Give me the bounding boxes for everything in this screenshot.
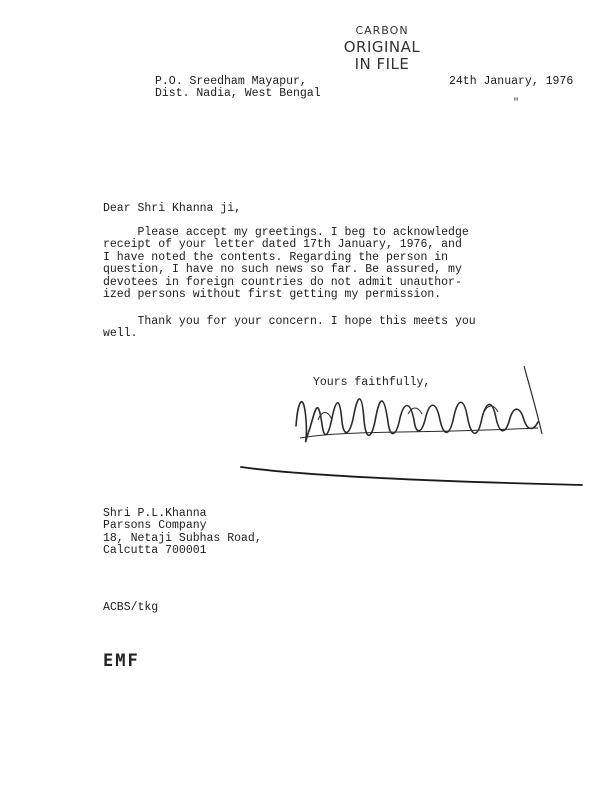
body-line: devotees in foreign countries do not admit unauthor- [103, 275, 462, 289]
document-code: EMF [103, 651, 140, 671]
body-line: well. [103, 327, 138, 341]
sender-address-line-2: Dist. Nadia, West Bengal [155, 87, 321, 101]
body-line: question, I have no such news so far. Be assured, my [103, 263, 462, 277]
body-line: ized persons without first getting my permission. [103, 288, 442, 302]
body-line: Thank you for your concern. I hope this meets you [103, 315, 476, 328]
letter-date: 24th January, 1976 [449, 75, 574, 88]
stamp-line-1: CARBON [355, 24, 409, 37]
sender-address-line-1: P.O. Sreedham Mayapur, [155, 75, 307, 88]
body-paragraph-1 [103, 227, 469, 301]
stamp-line-2: ORIGINAL [343, 38, 421, 56]
body-paragraph-2 [103, 316, 476, 341]
sender-address [155, 76, 321, 101]
salutation: Dear Shri Khanna ji, [103, 202, 242, 215]
stamp-line-3: IN FILE [354, 55, 410, 73]
closing: Yours faithfully, [313, 376, 431, 389]
recipient-line-2: Parsons Company [103, 519, 207, 533]
body-line: receipt of your letter dated 17th January, 1976, and [103, 238, 462, 252]
margin-mark: " [513, 98, 520, 109]
recipient-address [103, 508, 262, 558]
carbon-original-stamp [340, 22, 424, 73]
signature-rule [237, 461, 587, 491]
reference-initials: ACBS/tkg [103, 601, 159, 614]
body-line: Please accept my greetings. I beg to acknowledge [103, 226, 469, 239]
recipient-line-3: 18, Netaji Subhas Road, [103, 531, 262, 545]
recipient-line-4: Calcutta 700001 [103, 544, 207, 558]
handwritten-signature [288, 358, 568, 458]
recipient-line-1: Shri P.L.Khanna [103, 507, 207, 520]
body-line: I have noted the contents. Regarding the person in [103, 250, 449, 264]
